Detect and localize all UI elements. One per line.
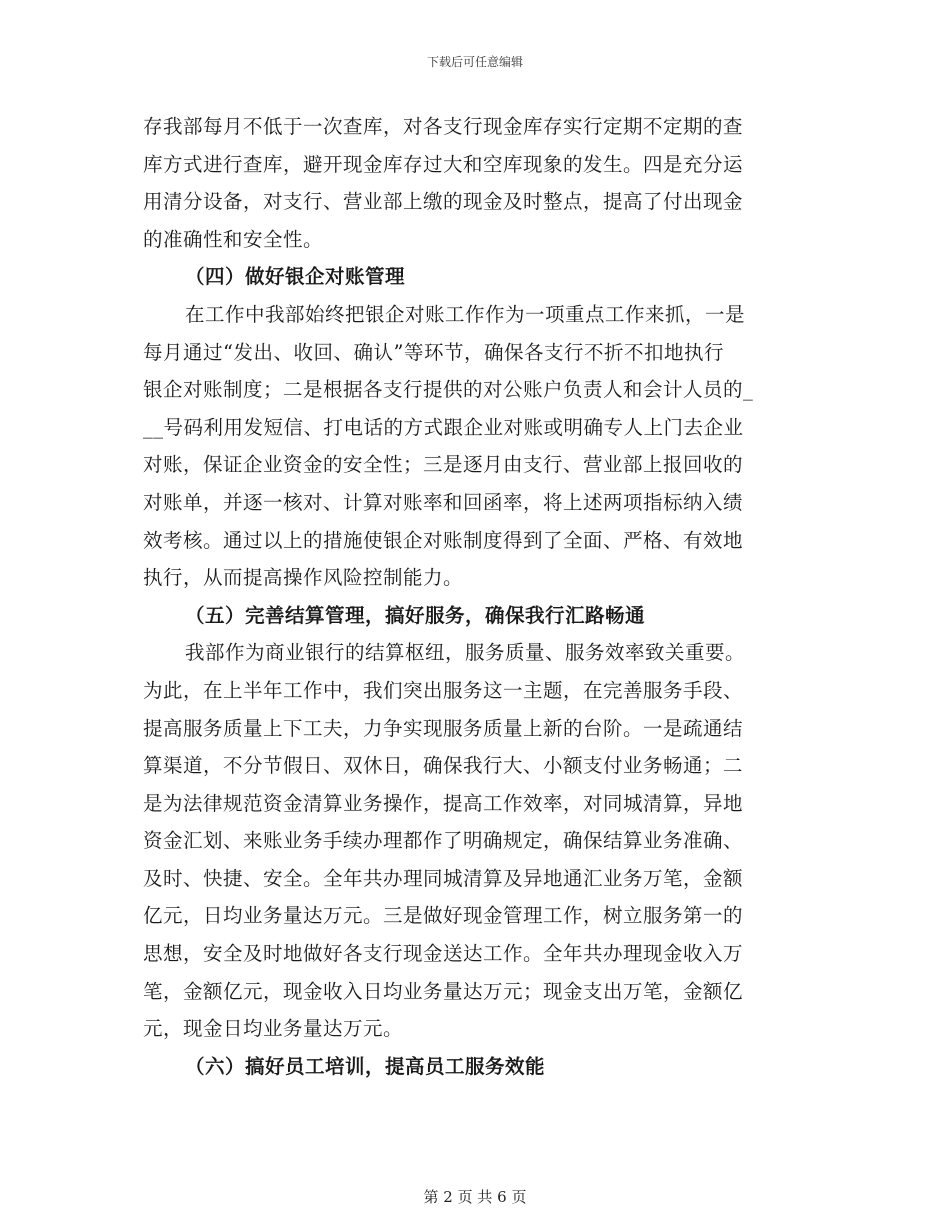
body-line: 对账单，并逐一核对、计算对账率和回函率，将上述两项指标纳入绩	[143, 490, 744, 514]
section-heading-5: （五）完善结算管理，搞好服务，确保我行汇路畅通	[185, 603, 646, 627]
body-line: 思想，安全及时地做好各支行现金送达工作。全年共办理现金收入万	[143, 942, 744, 966]
section-heading-6: （六）搞好员工培训，提高员工服务效能	[185, 1054, 546, 1078]
body-line: 在工作中我部始终把银企对账工作作为一项重点工作来抓，一是	[185, 302, 746, 326]
body-line: 笔，金额亿元，现金收入日均业务量达万元；现金支出万笔，金额亿	[143, 979, 744, 1003]
body-line: 及时、快捷、安全。全年共办理同城清算及异地通汇业务万笔，金额	[143, 866, 744, 890]
body-line: 每月通过“发出、收回、确认”等环节，确保各支行不折不扣地执行	[143, 340, 724, 364]
body-line: 提高服务质量上下工夫，力争实现服务质量上新的台阶。一是疏通结	[143, 716, 744, 740]
body-line: 执行，从而提高操作风险控制能力。	[143, 566, 464, 590]
body-line: 我部作为商业银行的结算枢纽，服务质量、服务效率致关重要。	[185, 641, 746, 665]
body-line: __号码利用发短信、打电话的方式跟企业对账或明确专人上门去企业	[143, 415, 744, 439]
body-line: 对账，保证企业资金的安全性；三是逐月由支行、营业部上报回收的	[143, 453, 744, 477]
section-heading-4: （四）做好银企对账管理	[185, 265, 406, 289]
body-line: 银企对账制度；二是根据各支行提供的对公账户负责人和会计人员的_	[143, 378, 754, 402]
body-line: 是为法律规范资金清算业务操作，提高工作效率，对同城清算，异地	[143, 791, 744, 815]
body-line: 元，现金日均业务量达万元。	[143, 1017, 404, 1041]
body-line: 效考核。通过以上的措施使银企对账制度得到了全面、严格、有效地	[143, 528, 744, 552]
body-line: 存我部每月不低于一次查库，对各支行现金库存实行定期不定期的查	[143, 115, 744, 138]
body-line: 用清分设备，对支行、营业部上缴的现金及时整点，提高了付出现金	[143, 190, 744, 214]
body-line: 为此，在上半年工作中，我们突出服务这一主题，在完善服务手段、	[143, 678, 744, 702]
body-line: 算渠道，不分节假日、双休日，确保我行大、小额支付业务畅通；二	[143, 754, 744, 778]
page-number: 第 2 页 共 6 页	[423, 1188, 527, 1206]
body-line: 库方式进行查库，避开现金库存过大和空库现象的发生。四是充分运	[143, 152, 744, 176]
body-line: 资金汇划、来账业务手续办理都作了明确规定，确保结算业务准确、	[143, 829, 744, 853]
document-body	[143, 108, 803, 1085]
body-line: 亿元，日均业务量达万元。三是做好现金管理工作，树立服务第一的	[143, 904, 744, 928]
body-line: 的准确性和安全性。	[143, 227, 324, 251]
header-note: 下载后可任意编辑	[426, 55, 523, 69]
